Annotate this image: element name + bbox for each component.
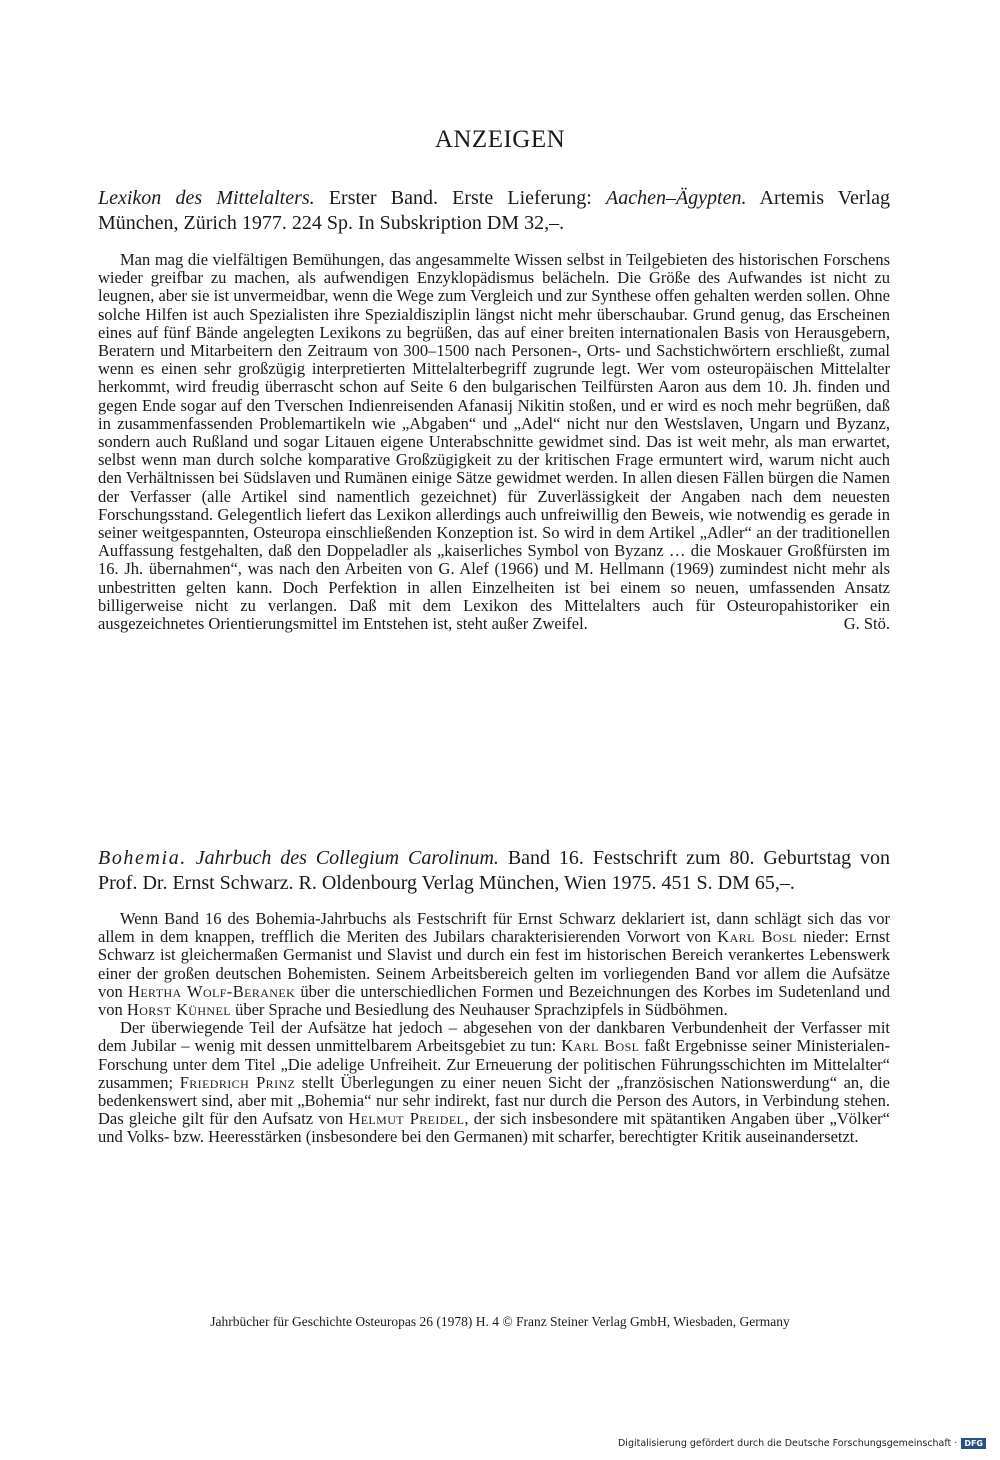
author-name: Hertha Wolf-Beranek xyxy=(128,981,296,1001)
page-title: ANZEIGEN xyxy=(434,126,566,153)
review-body xyxy=(98,910,890,1147)
reviewer-signature: G. Stö. xyxy=(843,614,890,634)
author-name: Karl Bosl xyxy=(717,927,797,947)
digitization-notice xyxy=(618,1438,986,1449)
review-body xyxy=(98,251,890,633)
review-paragraph: Wenn Band 16 des Bohemia-Jahrbuchs als Festschrift für Ernst Schwarz deklariert ist, dann schlägt sich das vor allem in dem knappen, trefflich die Meriten des Jubilars charakterisierenden Vorwort von Karl Bosl nieder: Ernst Schwarz ist gleichermaßen Germanist und Slavist und durch ein fest im historischen Bereich verankertes Lebenswerk einer der großen deutschen Bohemisten. Seinem Arbeitsbereich gelten im vorliegenden Band vor allem die Aufsätze von Hertha Wolf-Beranek über die unterschiedlichen Formen und Bezeichnungen des Korbes im Sudetenland und von Horst Kühnel über Sprache und Besiedlung des Neuhauser Sprachzipfels in Südböhmen. xyxy=(98,909,891,1020)
book-details: Band 16. Festschrift zum 80. Geburtstag von Prof. Dr. Ernst Schwarz. R. Oldenbourg Verlag München, Wien 1975. 451 S. DM 65,–. xyxy=(98,847,890,894)
book-details: Erster Band. Erste Lieferung: xyxy=(314,187,606,209)
book-subtitle: Aachen–Ägypten. xyxy=(605,187,747,209)
dfg-logo-icon: DFG xyxy=(961,1438,986,1449)
author-name: Helmut Preidel xyxy=(348,1109,465,1129)
book-title-rest: Jahrbuch des Collegium Carolinum. xyxy=(186,847,499,869)
author-name: Friedrich Prinz xyxy=(179,1072,296,1092)
review-paragraph: Der überwiegende Teil der Aufsätze hat jedoch – abgesehen von der dankbaren Verbundenheit der Verfasser mit dem Jubilar – wenig mit dessen unmittelbarem Arbeitsgebiet zu tun: Karl Bosl faßt Ergebnisse seiner Ministerialen-Forschung unter dem Titel „Die adelige Unfreiheit. Zur Erneuerung der politischen Führungsschichten im Mittelalter“ zusammen; Friedrich Prinz stellt Überlegungen zu einer neuen Sicht der „französischen Nationswerdung“ an, die bedenkenswert sind, aber mit „Bohemia“ nur sehr indirekt, fast nur durch die Person des Autors, in Verbindung stehen. Das gleiche gilt für den Aufsatz von Helmut Preidel, der sich insbesondere mit spätantiken Angaben über „Völker“ und Volks- bzw. Heeresstärken (insbesondere bei den Germanen) mit scharfer, berechtigter Kritik auseinandersetzt. xyxy=(98,1018,890,1147)
review-heading xyxy=(98,186,890,236)
author-name: Karl Bosl xyxy=(561,1036,640,1056)
book-title: Lexikon des Mittelalters. xyxy=(98,187,315,209)
book-publisher: Artemis Verlag München, Zürich 1977. 224 Sp. In Subskription DM 32,–. xyxy=(98,187,890,234)
review-lexikon xyxy=(98,186,890,633)
journal-footer: Jahrbücher für Geschichte Osteuropas 26 (1978) H. 4 © Franz Steiner Verlag GmbH, Wiesbaden, Germany xyxy=(210,1314,790,1329)
review-heading xyxy=(98,846,890,896)
digitization-text: Digitalisierung gefördert durch die Deutsche Forschungsgemeinschaft · xyxy=(617,1438,958,1449)
review-paragraph xyxy=(98,251,890,633)
review-bohemia xyxy=(98,846,890,1147)
author-name: Horst Kühnel xyxy=(126,1000,231,1020)
review-text: Man mag die vielfältigen Bemühungen, das angesammelte Wissen selbst in Teilgebieten des historischen Forschens wieder greifbar zu machen, als aufwendigen Enzyklopädismus belächeln. Die Größe des Aufwandes ist nicht zu leugnen, aber sie ist unvermeidbar, wenn die Wege zum Vergleich und zur Synthese offen gehalten werden sollen. Ohne solche Hilfen ist auch Spezialisten ihre Spezialdisziplin längst nicht mehr überschaubar. Grund genug, das Erscheinen eines auf fünf Bände angelegten Lexikons zu begrüßen, das auf einer breiten internationalen Basis von Herausgebern, Beratern und Mitarbeitern den Zeitraum von 300–1500 nach Personen-, Orts- und Sachstichwörtern erschließt, zumal wenn es einen sehr großzügig interpretierten Mittelalterbegriff zugrunde legt. Wer vom osteuropäischen Mittelalter herkommt, wird freudig überrascht schon auf Seite 6 den bulgarischen Teilfürsten Aaron aus dem 10. Jh. finden und gegen Ende sogar auf den Tverschen Indienreisenden Afanasij Nikitin stoßen, und er wird es noch mehr begrüßen, daß in zusammenfassenden Problemartikeln wie „Abgaben“ und „Adel“ nicht nur den Westslaven, Ungarn und Byzanz, sondern auch Rußland und sogar Litauen eigene Unterabschnitte gewidmet sind. Das ist weit mehr, als man erwartet, selbst wenn man durch solche komparative Großzügigkeit zu der kritischen Frage ermuntert wird, warum nicht auch den Verhältnissen bei Südslaven und Rumänen einige Sätze gewidmet werden. In allen diesen Fällen bürgen die Namen der Verfasser (alle Artikel sind namentlich gezeichnet) für Zuverlässigkeit der Angaben nach dem neuesten Forschungsstand. Gelegentlich liefert das Lexikon allerdings auch unfreiwillig den Beweis, wie notwendig es gerade in seiner weitgespannten, Osteuropa einschließenden Konzeption ist. So wird in dem Artikel „Adler“ an der traditionellen Auffassung festgehalten, daß den Doppeladler als „kaiserliches Symbol von Byzanz … die Moskauer Großfürsten im 16. Jh. übernahmen“, was nach den Arbeiten von G. Alef (1966) und M. Hellmann (1969) zumindest nicht mehr als unbestritten gelten kann. Doch Perfektion in allen Einzelheiten ist bei einem so neuen, umfassenden Ansatz billigerweise nicht zu verlangen. Daß mit dem Lexikon des Mittelalters auch für Osteuropahistoriker ein ausgezeichnetes Orientierungsmittel im Entstehen ist, steht außer Zweifel. xyxy=(98,250,890,634)
book-title: Bohemia. xyxy=(98,847,187,869)
